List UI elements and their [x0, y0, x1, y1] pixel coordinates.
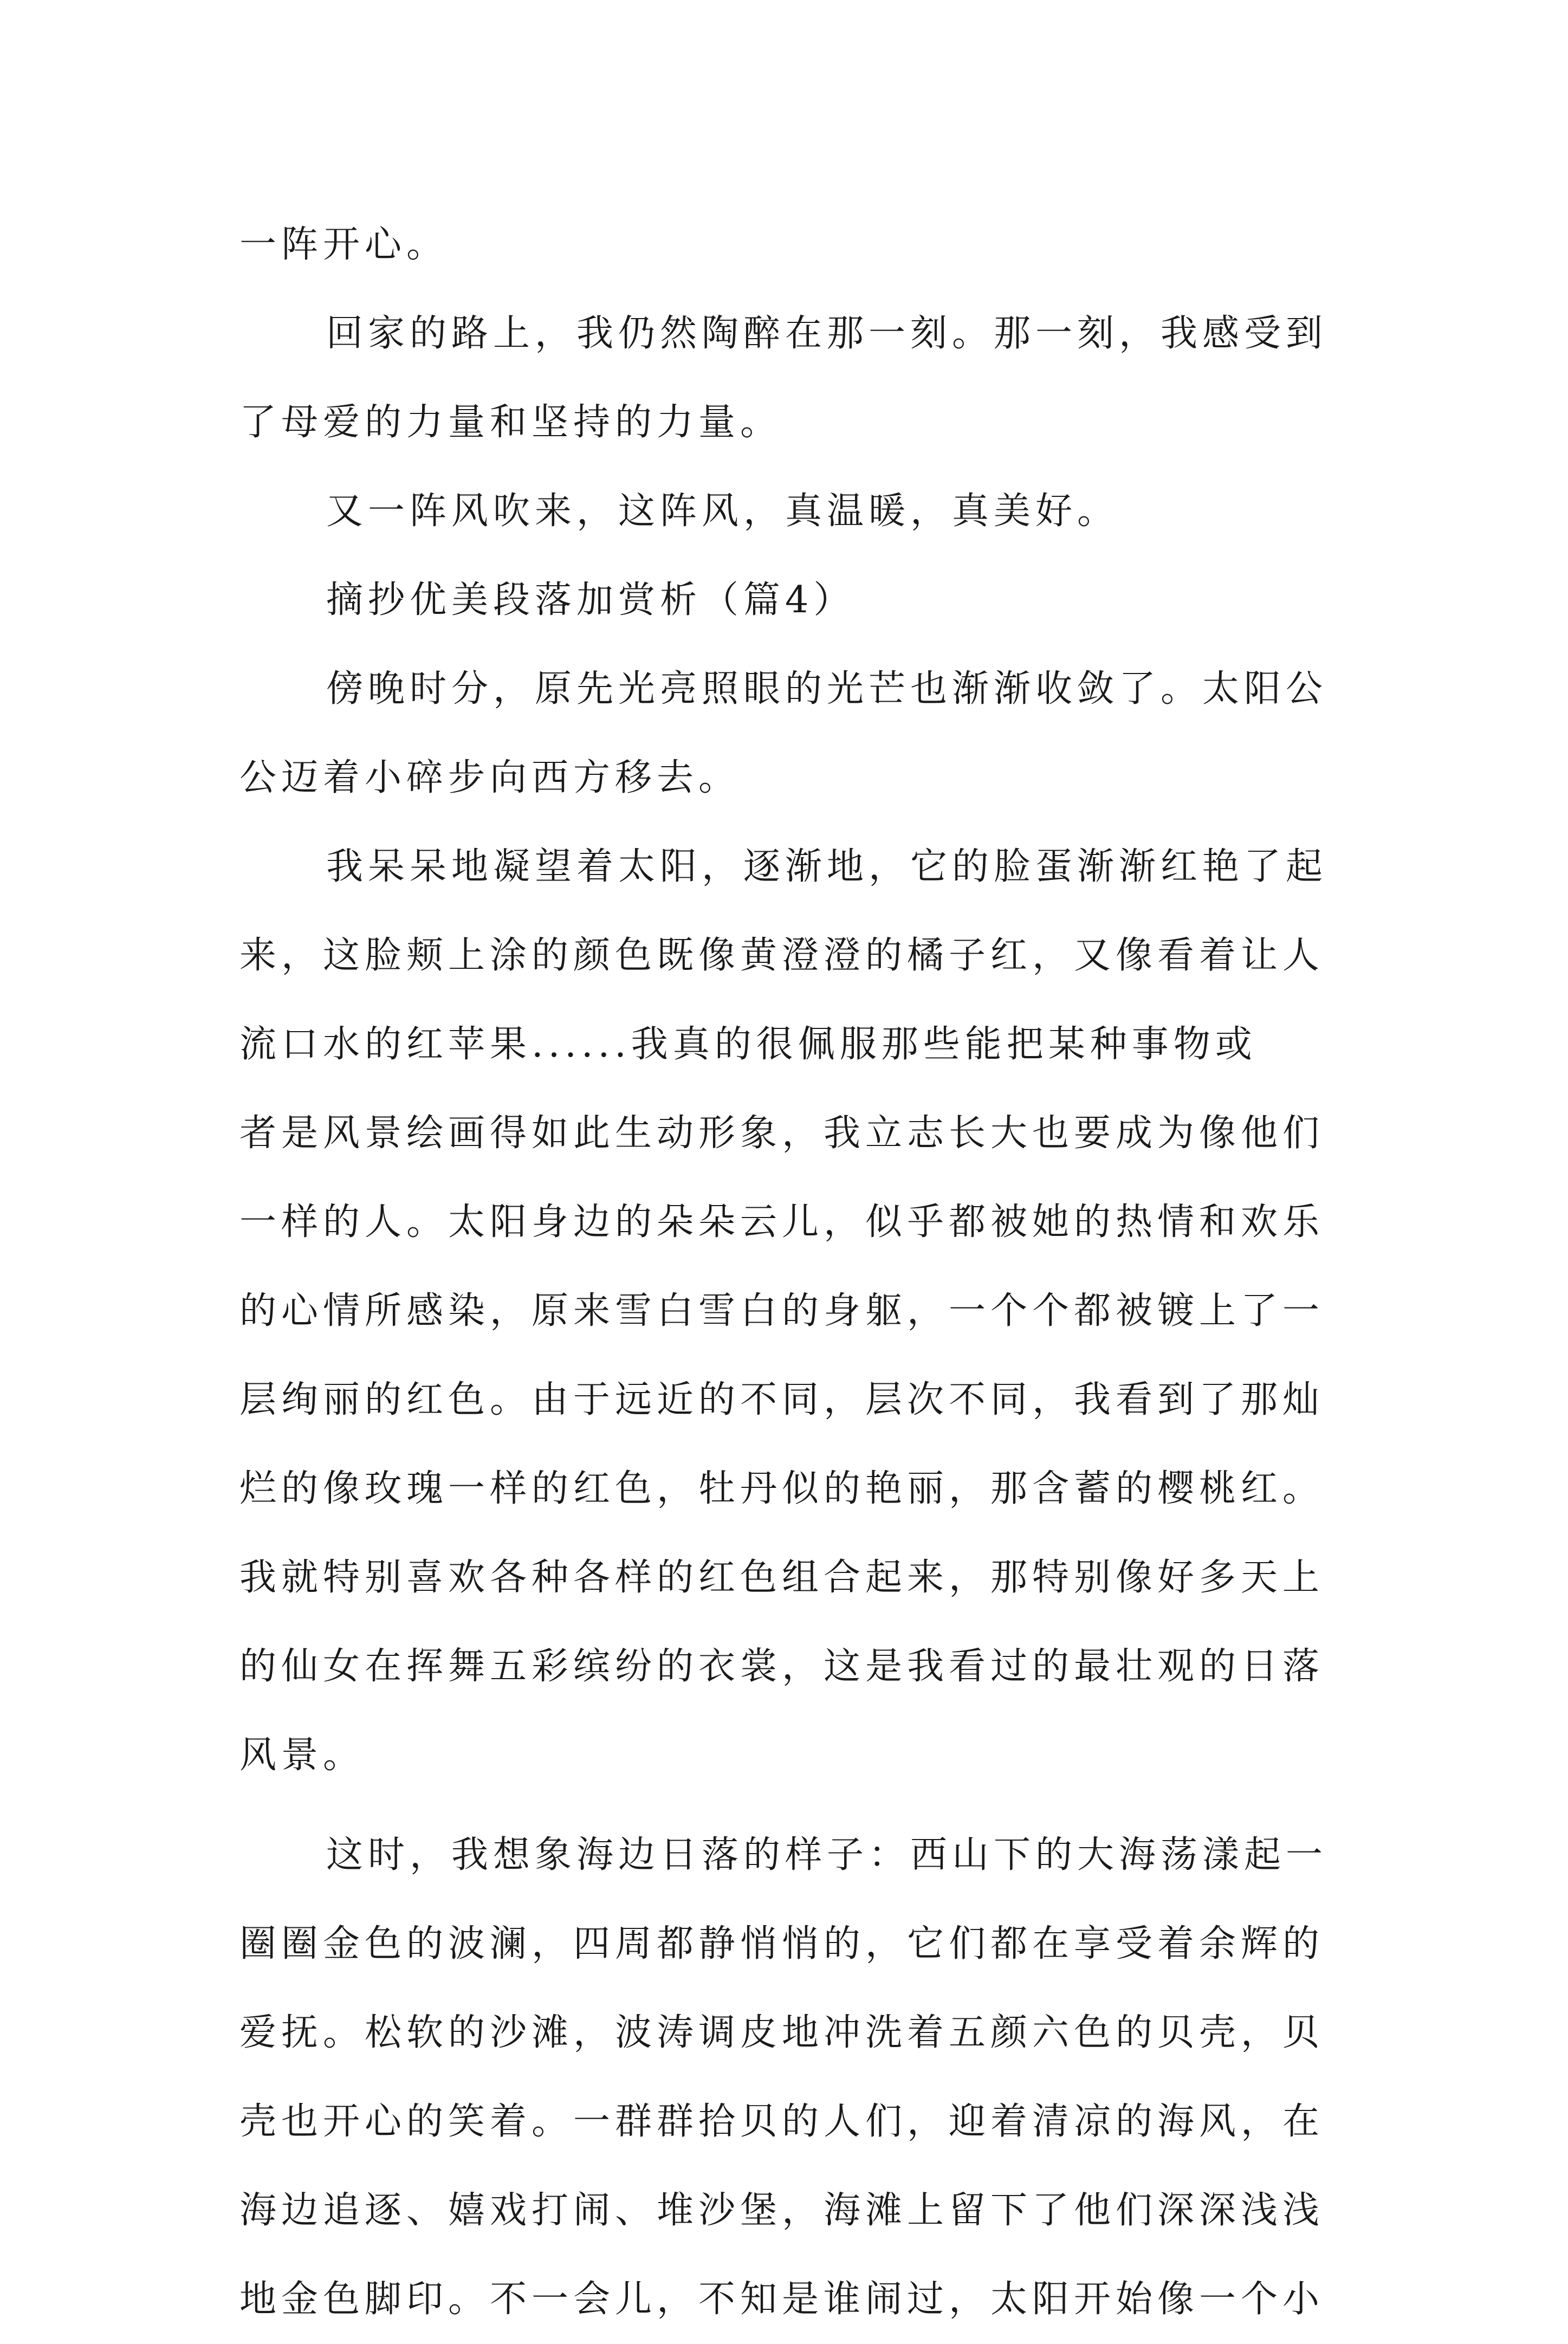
paragraph-line: 风景。 [239, 1734, 365, 1777]
paragraph-line: 一样的人。太阳身边的朵朵云儿，似乎都被她的热情和欢乐 [239, 1201, 1325, 1244]
paragraph-line: 这时，我想象海边日落的样子：西山下的大海荡漾起一 [326, 1834, 1328, 1876]
document-body [239, 200, 1345, 2344]
section-heading: 摘抄优美段落加赏析（篇4） [326, 579, 856, 621]
paragraph-line: 壳也开心的笑着。一群群拾贝的人们，迎着清凉的海风，在 [239, 2100, 1325, 2143]
paragraph-line: 的心情所感染，原来雪白雪白的身躯，一个个都被镀上了一 [239, 1290, 1325, 1332]
paragraph-line: 者是风景绘画得如此生动形象，我立志长大也要成为像他们 [239, 1112, 1325, 1155]
paragraph-line: 傍晚时分，原先光亮照眼的光芒也渐渐收敛了。太阳公 [326, 668, 1328, 710]
paragraph-line: 地金色脚印。不一会儿，不知是谁闹过，太阳开始像一个小 [239, 2278, 1325, 2321]
paragraph-line: 我呆呆地凝望着太阳，逐渐地，它的脸蛋渐渐红艳了起 [326, 845, 1328, 888]
paragraph-line: 公迈着小碎步向西方移去。 [239, 756, 741, 799]
paragraph-line: 回家的路上，我仍然陶醉在那一刻。那一刻，我感受到 [326, 312, 1328, 355]
paragraph-line: 圈圈金色的波澜，四周都静悄悄的，它们都在享受着余辉的 [239, 1922, 1325, 1965]
paragraph-line: 了母爱的力量和坚持的力量。 [239, 401, 782, 444]
paragraph-line: 的仙女在挥舞五彩缤纷的衣裳，这是我看过的最壮观的日落 [239, 1645, 1325, 1688]
paragraph-line: 海边追逐、嬉戏打闹、堆沙堡，海滩上留下了他们深深浅浅 [239, 2189, 1325, 2232]
paragraph-line: 又一阵风吹来，这阵风，真温暖，真美好。 [326, 490, 1119, 533]
paragraph-line: 烂的像玫瑰一样的红色，牡丹似的艳丽，那含蓄的樱桃红。 [239, 1467, 1325, 1510]
paragraph-line: 流口水的红苹果......我真的很佩服那些能把某种事物或 [239, 1023, 1257, 1066]
paragraph-line: 我就特别喜欢各种各样的红色组合起来，那特别像好多天上 [239, 1556, 1325, 1599]
paragraph-line: 层绚丽的红色。由于远近的不同，层次不同，我看到了那灿 [239, 1378, 1325, 1421]
paragraph-line: 爱抚。松软的沙滩，波涛调皮地冲洗着五颜六色的贝壳，贝 [239, 2011, 1325, 2054]
paragraph-line: 一阵开心。 [239, 223, 449, 266]
paragraph-line: 来，这脸颊上涂的颜色既像黄澄澄的橘子红，又像看着让人 [239, 934, 1325, 977]
